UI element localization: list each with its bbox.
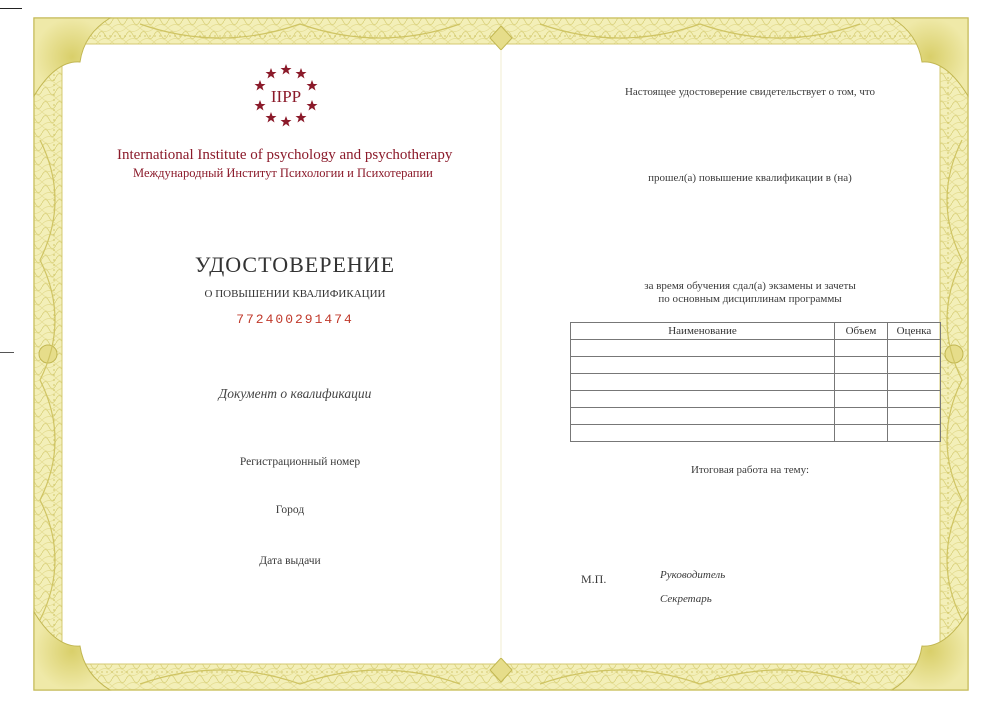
table-row	[571, 425, 941, 442]
table-cell	[835, 425, 888, 442]
header-grade: Оценка	[888, 323, 941, 340]
exams-text	[560, 280, 940, 306]
stamp-label: М.П.	[581, 572, 607, 586]
city-label: Город	[275, 504, 305, 516]
crop-mark	[0, 8, 22, 9]
exams-text-line-2: по основным дисциплинам программы	[658, 293, 842, 305]
table-cell	[888, 391, 941, 408]
table-cell	[835, 357, 888, 374]
table-row	[571, 357, 941, 374]
table-row	[571, 408, 941, 425]
logo-text: IIPP	[270, 87, 302, 106]
table-cell	[835, 408, 888, 425]
table-cell	[888, 357, 941, 374]
table-cell	[835, 391, 888, 408]
table-cell	[888, 425, 941, 442]
registration-number-label: Регистрационный номер	[239, 456, 361, 468]
table-header-row	[571, 323, 941, 340]
qualification-text: прошел(а) повышение квалификации в (на)	[648, 172, 852, 184]
table-cell	[571, 408, 835, 425]
table-cell	[571, 391, 835, 408]
header-name: Наименование	[571, 323, 835, 340]
table-cell	[888, 374, 941, 391]
table-cell	[835, 374, 888, 391]
issue-date-label: Дата выдачи	[259, 555, 321, 567]
table-cell	[888, 408, 941, 425]
certifies-text: Настоящее удостоверение свидетельствует о том, что	[624, 86, 876, 98]
table-cell	[888, 340, 941, 357]
exams-text-line-1: за время обучения сдал(а) экзамены и зачеты	[644, 280, 856, 292]
table-row	[571, 340, 941, 357]
table-cell	[571, 374, 835, 391]
table-row	[571, 374, 941, 391]
secretary-signature-label: Секретарь	[660, 593, 712, 605]
table-cell	[571, 425, 835, 442]
disciplines-table	[570, 322, 941, 442]
institute-name-ru: Международный Институт Психологии и Психотерапии	[133, 166, 433, 180]
table-cell	[571, 340, 835, 357]
serial-number: 772400291474	[236, 312, 354, 327]
final-work-label: Итоговая работа на тему:	[690, 464, 810, 476]
table-cell	[571, 357, 835, 374]
document-title: УДОСТОВЕРЕНИЕ	[194, 252, 396, 277]
institute-logo	[246, 62, 326, 128]
fold-mark	[0, 352, 14, 353]
document-kind: Документ о квалификации	[218, 386, 372, 401]
head-signature-label: Руководитель	[660, 569, 726, 581]
header-volume: Объем	[835, 323, 888, 340]
table-cell	[835, 340, 888, 357]
institute-name-en: International Institute of psychology and psychotherapy	[117, 147, 453, 163]
document-subtitle: О ПОВЫШЕНИИ КВАЛИФИКАЦИИ	[204, 288, 386, 300]
table-row	[571, 391, 941, 408]
